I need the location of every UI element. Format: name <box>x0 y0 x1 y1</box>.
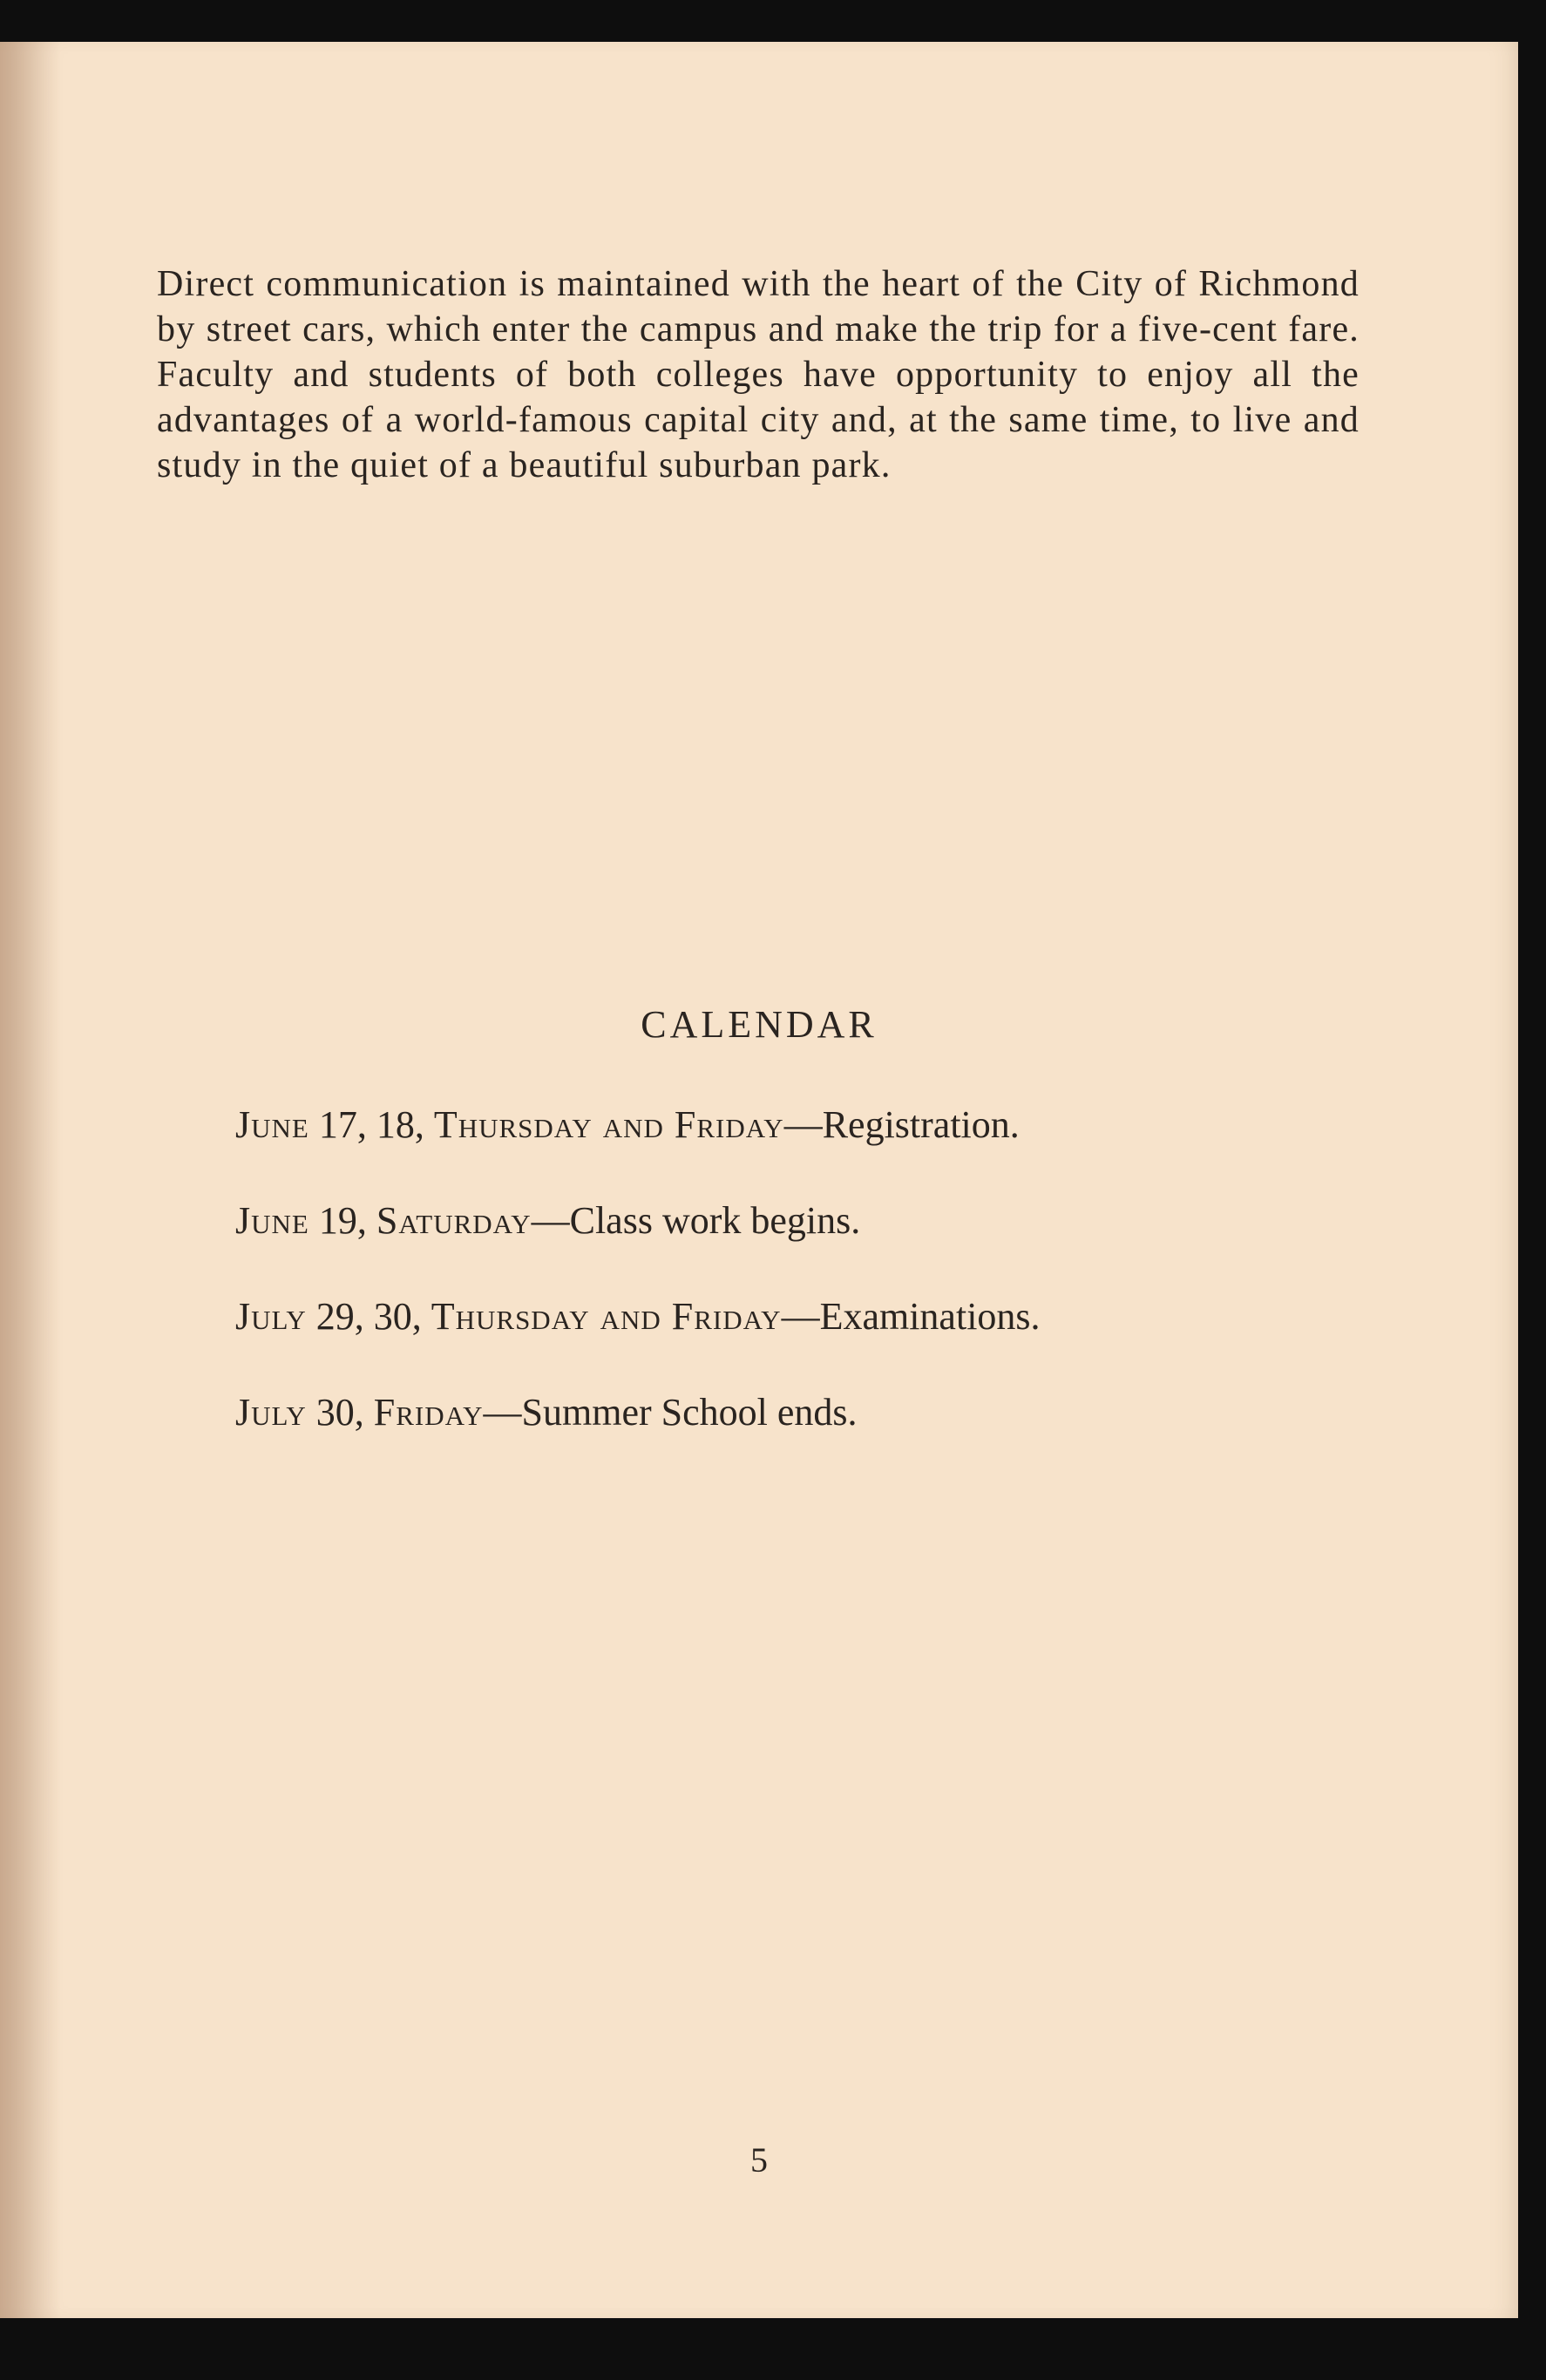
calendar-weekday: Thursday and Friday <box>431 1295 782 1338</box>
calendar-entry-school-ends <box>235 1390 1368 1486</box>
calendar-entry-class-work <box>235 1198 1368 1294</box>
calendar-month: June <box>235 1199 309 1242</box>
calendar-weekday: Saturday <box>376 1199 532 1242</box>
calendar-weekday: Thursday and Friday <box>433 1103 784 1146</box>
calendar-list <box>235 1102 1368 1486</box>
calendar-event: —Examinations. <box>781 1295 1041 1338</box>
spine-shadow <box>0 42 61 2318</box>
calendar-entry-registration <box>235 1102 1368 1198</box>
body-paragraph: Direct communication is maintained with the heart of the City of Richmond by street cars, which enter the campus and make the trip for a five-cent fare. Faculty and students of both colleges have opportunity to enjoy all the advantages of a world-famous capital city and, at the same time, to live and study in the quiet of a beautiful suburban park. <box>157 264 1360 485</box>
calendar-entry-examinations <box>235 1294 1368 1390</box>
calendar-days: 30, <box>315 1391 364 1434</box>
page-number: 5 <box>750 2140 768 2180</box>
calendar-event: —Summer School ends. <box>483 1391 858 1434</box>
calendar-month: July <box>235 1391 307 1434</box>
calendar-event: —Registration. <box>783 1103 1020 1146</box>
calendar-month: June <box>235 1103 309 1146</box>
calendar-days: 19, <box>318 1199 367 1242</box>
calendar-days: 29, 30, <box>315 1295 422 1338</box>
calendar-event: —Class work begins. <box>531 1199 861 1242</box>
calendar-month: July <box>235 1295 307 1338</box>
calendar-weekday: Friday <box>373 1391 484 1434</box>
calendar-days: 17, 18, <box>318 1103 424 1146</box>
calendar-heading: CALENDAR <box>641 1003 878 1046</box>
